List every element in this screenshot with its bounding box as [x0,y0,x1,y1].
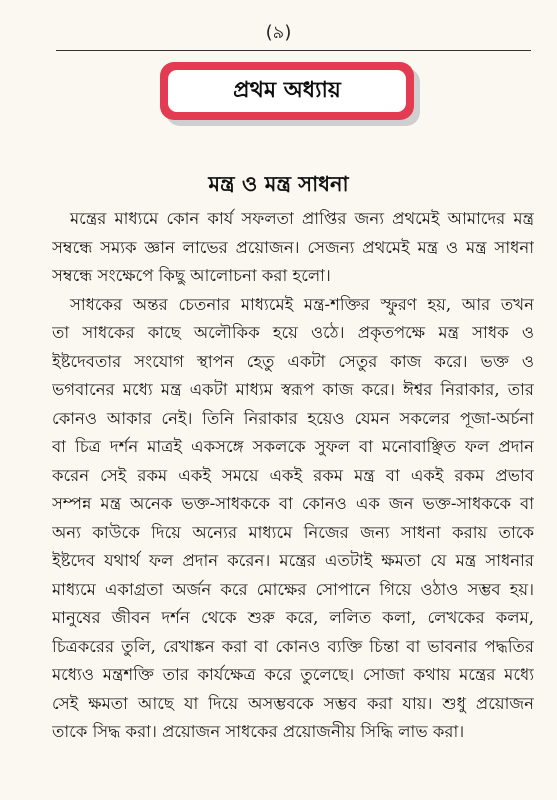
text-line: মাধ্যমে একাগ্রতা অর্জন করে মোক্ষের সোপানে গিয়ে ওঠাও সম্ভব হয়। [52,579,534,599]
text-line: বা চিত্র দর্শন মাত্রই একসঙ্গে সকলকে সুফল বা মনোবাঞ্ছিত ফল প্রদান [52,437,534,456]
paragraph-2 [52,291,534,747]
text-line: কোনও আকার নেই। তিনি নিরাকার হয়েও যেমন সকলের পূজা-অর্চনা [52,408,534,428]
section-title: মন্ত্র ও মন্ত্র সাধনা [208,171,349,196]
text-line: ইষ্টদেব যথার্থ ফল প্রদান করেন। মন্ত্রের এতটাই ক্ষমতা যে মন্ত্র সাধনার [52,551,534,570]
text-line: করেন সেই রকম একই সময়ে একই রকম মন্ত্র বা একই রকম প্রভাব [52,465,534,485]
text-line: মানুষের জীবন দর্শন থেকে শুরু করে, ললিত কলা, লেখকের কলম, [52,608,534,627]
chapter-title: প্রথম অধ্যায় [233,76,341,103]
paragraph-1 [52,205,534,291]
text-line: তাকে সিদ্ধ করা। প্রয়োজন সাধকের প্রয়োজনীয় সিদ্ধি লাভ করা। [52,722,465,741]
chapter-heading-inner [168,70,406,112]
body-text [52,205,534,747]
text-line: সম্বন্ধে সম্যক জ্ঞান লাভের প্রয়োজন। সেজন্য প্রথমেই মন্ত্র ও মন্ত্র সাধনা [52,237,534,257]
text-line: ইষ্টদেবতার সংযোগ স্থাপন হেতু একটা সেতুর কাজ করে। ভক্ত ও [52,351,534,371]
text-line: অন্য কাউকে দিয়ে অন্যের মাধ্যমে নিজের জন্য সাধনা করায় তাকে [52,522,534,542]
chapter-heading-frame [160,62,414,120]
text-line: সম্পন্ন মন্ত্র অনেক ভক্ত-সাধককে বা কোনও এক জন ভক্ত-সাধককে বা [52,494,534,513]
text-line: সম্বন্ধে সংক্ষেপে কিছু আলোচনা করা হলো। [52,266,331,285]
page-number: (৯) [265,22,292,43]
text-line: সাধকের অন্তর চেতনার মাধ্যমেই মন্ত্র-শক্তির স্ফুরণ হয়, আর তখন [70,294,534,314]
text-line: তা সাধকের কাছে অলৌকিক হয়ে ওঠে। প্রকৃতপক্ষে মন্ত্র সাধক ও [52,323,534,342]
text-line: সেই ক্ষমতা আছে যা দিয়ে অসম্ভবকে সম্ভব করা যায়। শুধু প্রয়োজন [52,693,534,713]
text-line: মন্ত্রের মাধ্যমে কোন কার্য সফলতা প্রাপ্তির জন্য প্রথমেই আমাদের মন্ত্র [70,209,534,228]
chapter-heading-box [160,62,414,120]
text-line: ভগবানের মধ্যে মন্ত্র একটা মাধ্যম স্বরূপ কাজ করে। ঈশ্বর নিরাকার, তার [52,380,534,399]
header-rule [56,50,531,51]
text-line: মধ্যেও মন্ত্রশক্তি তার কার্যক্ষেত্র করে তুলেছে। সোজা কথায় মন্ত্রের মধ্যে [52,665,534,684]
text-line: চিত্রকরের তুলি, রেখাঙ্কন করা বা কোনও ব্যক্তি চিন্তা বা ভাবনার পদ্ধতির [52,636,534,656]
